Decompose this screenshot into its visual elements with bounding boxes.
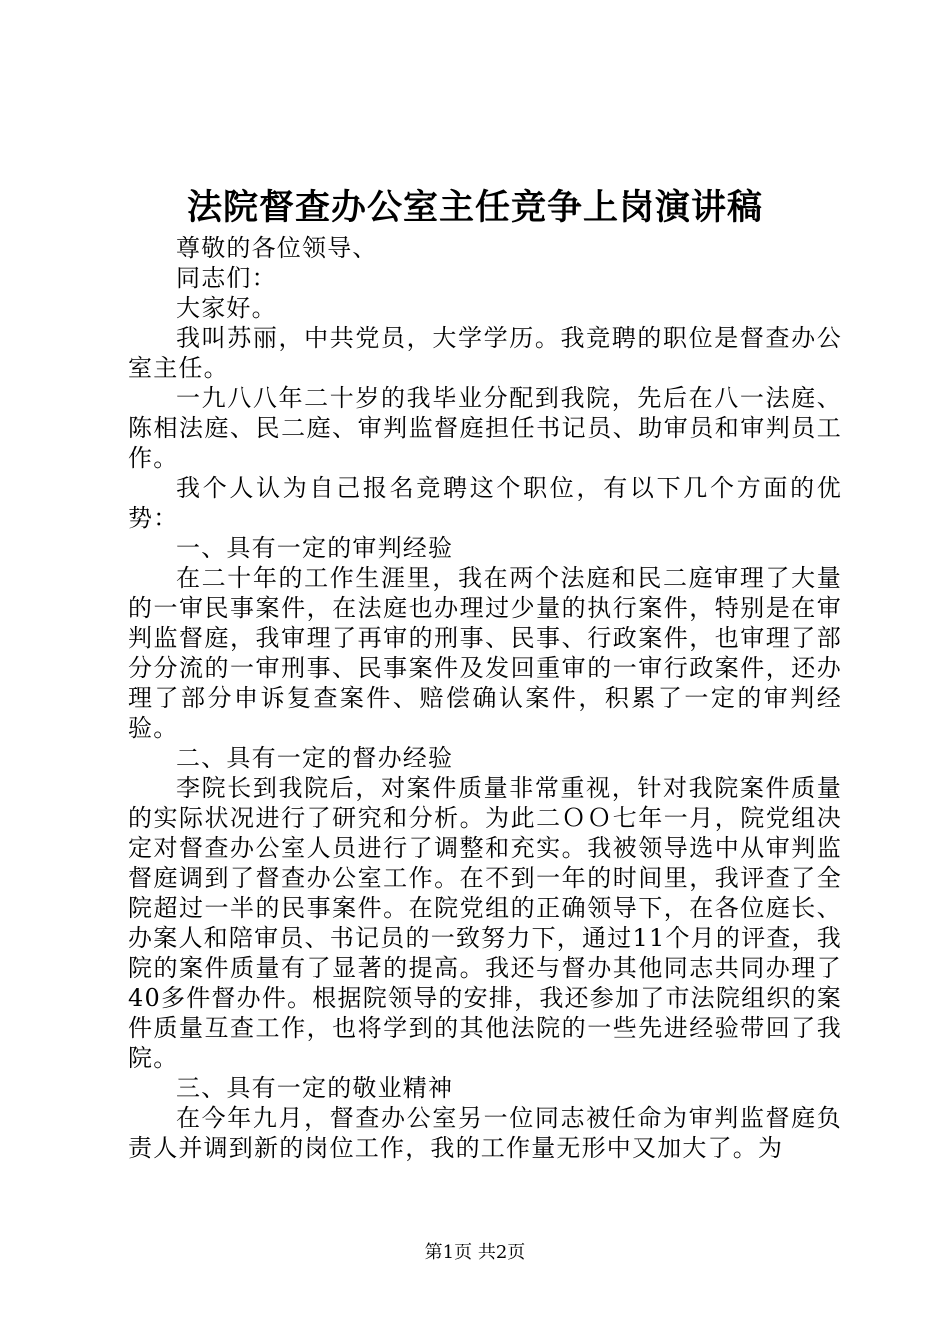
- section-heading: 一、具有一定的审判经验: [176, 534, 454, 562]
- greeting-line: 同志们：: [176, 264, 277, 292]
- body-paragraph: 李院长到我院后，对案件质量非常重视，针对我院案件质量的实际状况进行了研究和分析。为此二ＯＯ七年一月，院党组决定对督查办公室人员进行了调整和充实。我被领导选中从审判监督庭调到了督查办公室工作。在不到一年的时间里，我评查了全院超过一半的民事案件。在院党组的正确领导下，在各位庭长、办案人和陪审员、书记员的一致努力下，通过11个月的评查，我院的案件质量有了显著的提高。我还与督办其他同志共同办理了40多件督办件。根据院领导的安排，我还参加了市法院组织的案件质量互查工作，也将学到的其他法院的一些先进经验带回了我院。: [128, 774, 842, 1072]
- section-heading: 三、具有一定的敬业精神: [176, 1074, 454, 1102]
- body-paragraph: 一九八八年二十岁的我毕业分配到我院，先后在八一法庭、陈相法庭、民二庭、审判监督庭担任书记员、助审员和审判员工作。: [128, 384, 842, 472]
- document-body: [128, 233, 842, 1163]
- section-heading: 二、具有一定的督办经验: [176, 744, 454, 772]
- body-paragraph: 在今年九月，督查办公室另一位同志被任命为审判监督庭负责人并调到新的岗位工作，我的工作量无形中又加大了。为: [128, 1104, 842, 1162]
- body-paragraph: 在二十年的工作生涯里，我在两个法庭和民二庭审理了大量的一审民事案件，在法庭也办理过少量的执行案件，特别是在审判监督庭，我审理了再审的刑事、民事、行政案件，也审理了部分分流的一审刑事、民事案件及发回重审的一审行政案件，还办理了部分申诉复查案件、赔偿确认案件，积累了一定的审判经验。: [128, 564, 842, 742]
- page-footer: 第1页 共2页: [424, 1242, 526, 1263]
- document-title: 法院督查办公室主任竞争上岗演讲稿: [186, 187, 763, 228]
- greeting-line: 尊敬的各位领导、: [176, 234, 378, 262]
- greeting-line: 大家好。: [176, 294, 277, 322]
- body-paragraph: 我个人认为自己报名竞聘这个职位，有以下几个方面的优势：: [128, 474, 842, 532]
- body-paragraph: 我叫苏丽，中共党员，大学学历。我竞聘的职位是督查办公室主任。: [128, 324, 842, 382]
